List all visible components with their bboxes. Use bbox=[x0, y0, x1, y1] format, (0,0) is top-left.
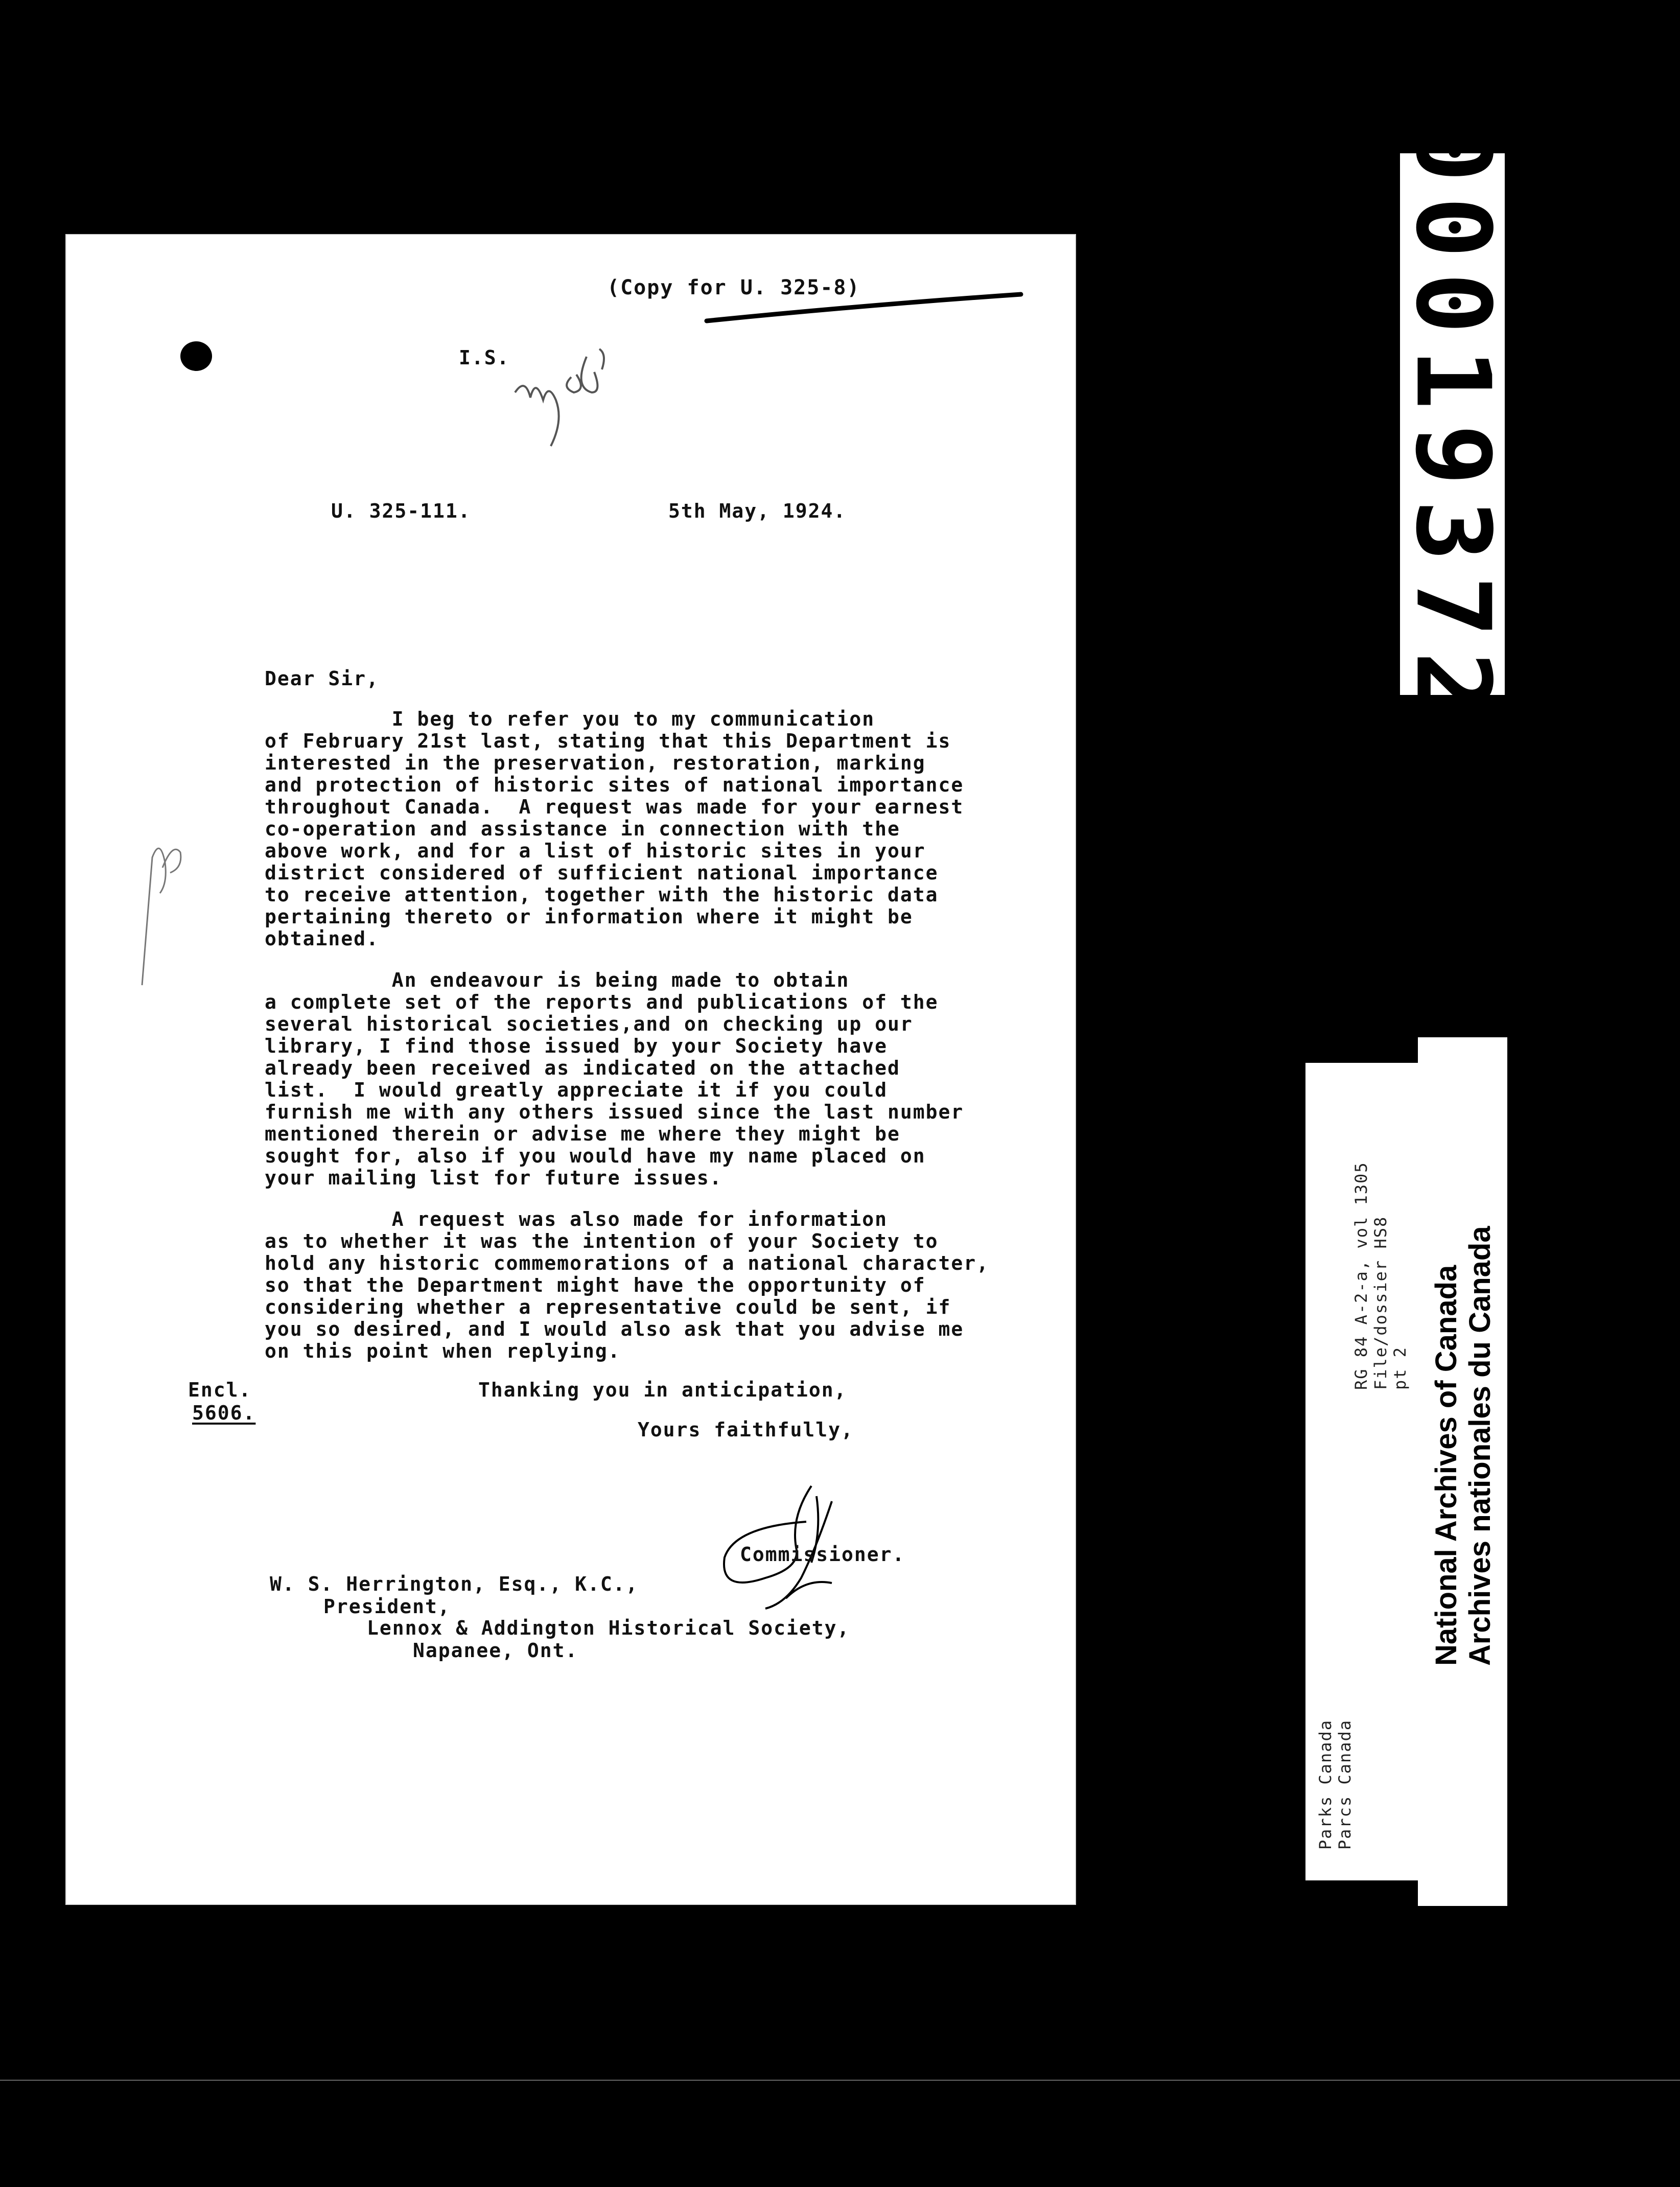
text-line: pertaining thereto or information where it might be bbox=[265, 905, 913, 928]
text-line: several historical societies,and on checking up our bbox=[265, 1013, 913, 1035]
margin-pencil-mark bbox=[132, 822, 188, 990]
text-line: district considered of sufficient national importance bbox=[265, 862, 939, 884]
text-line: already been received as indicated on the attached bbox=[265, 1057, 900, 1079]
parks-canada-fr: Parcs Canada bbox=[1335, 1719, 1355, 1850]
text-line: to receive attention, together with the historic data bbox=[265, 883, 939, 906]
bottom-rule bbox=[0, 2080, 1680, 2081]
text-line: you so desired, and I would also ask that you advise me bbox=[265, 1318, 964, 1340]
addressee-location: Napanee, Ont. bbox=[413, 1639, 578, 1662]
text-line: above work, and for a list of historic sites in your bbox=[265, 840, 926, 862]
text-line: furnish me with any others issued since the last number bbox=[265, 1101, 964, 1123]
text-line: I beg to refer you to my communication bbox=[265, 708, 875, 730]
pen-underline bbox=[704, 290, 1031, 326]
national-archives-fr: Archives nationales du Canada bbox=[1463, 1226, 1497, 1666]
text-line: so that the Department might have the opportunity of bbox=[265, 1274, 926, 1296]
archival-number: 00019372 bbox=[1393, 121, 1512, 728]
closing-line: Thanking you in anticipation, bbox=[478, 1379, 847, 1401]
text-line: of February 21st last, stating that this Department is bbox=[265, 730, 951, 752]
ref-line-3: pt 2 bbox=[1390, 1346, 1410, 1390]
text-line: on this point when replying. bbox=[265, 1340, 621, 1362]
text-line: your mailing list for future issues. bbox=[265, 1167, 722, 1189]
reference-number: U. 325-111. bbox=[331, 500, 471, 522]
enclosure-number: 5606. bbox=[192, 1402, 256, 1424]
text-line: library, I find those issued by your Society have bbox=[265, 1035, 888, 1057]
national-archives-label bbox=[1418, 1037, 1507, 1906]
enclosure-label: Encl. bbox=[188, 1379, 252, 1401]
addressee-title: President, bbox=[323, 1595, 451, 1618]
text-line: a complete set of the reports and publications of the bbox=[265, 991, 939, 1013]
addressee-name: W. S. Herrington, Esq., K.C., bbox=[270, 1573, 639, 1595]
copy-note: (Copy for U. 325-8) bbox=[607, 276, 860, 299]
national-archives-en: National Archives of Canada bbox=[1430, 1265, 1463, 1666]
ref-line-2: File/dossier HS8 bbox=[1371, 1216, 1390, 1390]
text-line: list. I would greatly appreciate it if you could bbox=[265, 1079, 888, 1101]
addressee-organization: Lennox & Addington Historical Society, bbox=[367, 1617, 850, 1639]
salutation: Dear Sir, bbox=[265, 667, 379, 690]
parks-canada-en: Parks Canada bbox=[1316, 1719, 1335, 1850]
text-line: mentioned therein or advise me where they might be bbox=[265, 1123, 900, 1145]
text-line: An endeavour is being made to obtain bbox=[265, 969, 850, 991]
text-line: co-operation and assistance in connection with the bbox=[265, 818, 900, 840]
letter-sheet bbox=[65, 234, 1076, 1905]
paragraph-3 bbox=[265, 1208, 989, 1362]
reference-label bbox=[1305, 1063, 1418, 1880]
text-line: throughout Canada. A request was made for your earnest bbox=[265, 796, 964, 818]
initials: I.S. bbox=[459, 346, 510, 369]
punch-hole bbox=[180, 341, 212, 371]
text-line: considering whether a representative could be sent, if bbox=[265, 1296, 951, 1318]
text-line: and protection of historic sites of national importance bbox=[265, 774, 964, 796]
valediction: Yours faithfully, bbox=[638, 1418, 854, 1441]
archival-number-label bbox=[1393, 121, 1512, 728]
text-line: interested in the preservation, restoration, marking bbox=[265, 752, 926, 774]
text-line: A request was also made for information bbox=[265, 1208, 888, 1230]
text-line: as to whether it was the intention of your Society to bbox=[265, 1230, 939, 1252]
text-line: obtained. bbox=[265, 927, 379, 950]
text-line: hold any historic commemorations of a national character, bbox=[265, 1252, 990, 1274]
letter-date: 5th May, 1924. bbox=[668, 500, 847, 522]
signature-title: Commissioner. bbox=[740, 1543, 905, 1566]
paragraph-1 bbox=[265, 708, 989, 950]
letter-body bbox=[265, 708, 989, 1362]
ref-line-1: RG 84 A-2-a, vol 1305 bbox=[1351, 1161, 1371, 1390]
text-line: sought for, also if you would have my name placed on bbox=[265, 1145, 926, 1167]
pencil-annotation bbox=[510, 346, 653, 449]
paragraph-2 bbox=[265, 969, 989, 1189]
